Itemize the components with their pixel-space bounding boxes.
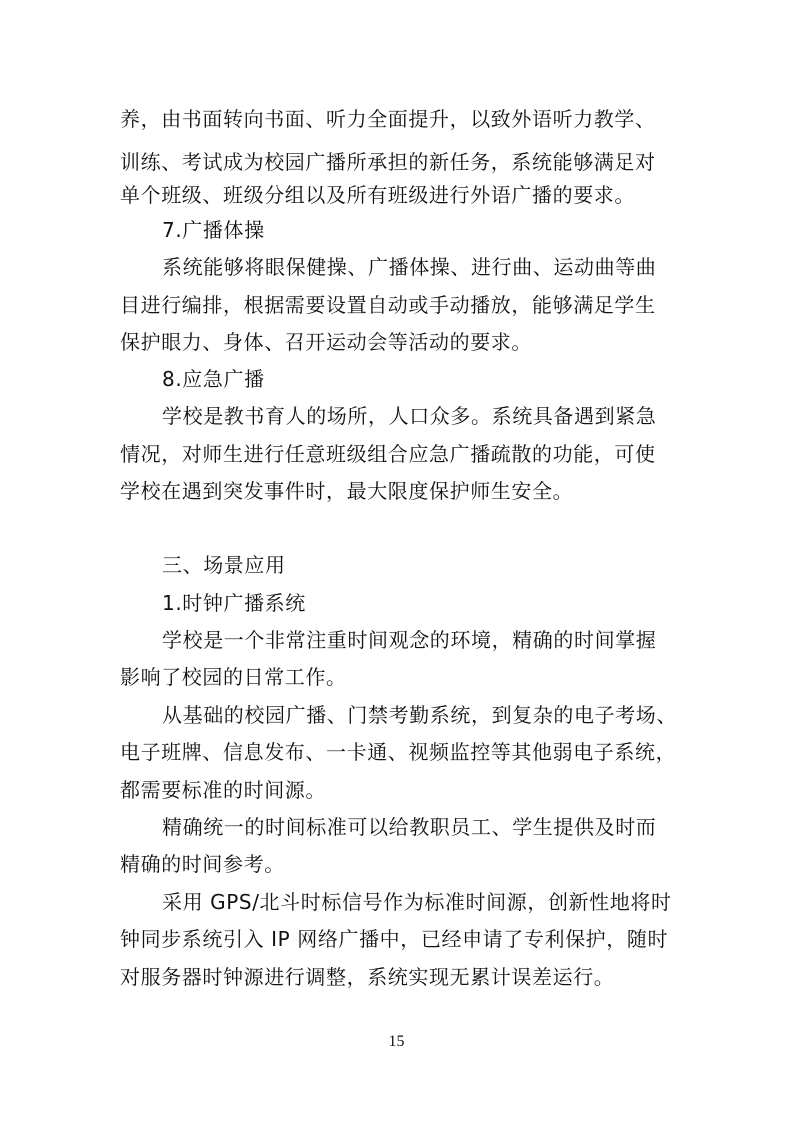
paragraph-line: 影响了校园的日常工作。 — [120, 665, 347, 689]
section-heading: 8.应急广播 — [162, 367, 265, 391]
section-heading: 1.时钟广播系统 — [162, 591, 306, 615]
paragraph-line: 目进行编排，根据需要设置自动或手动播放，能够满足学生 — [120, 293, 656, 317]
paragraph-line: 电子班牌、信息发布、一卡通、视频监控等其他弱电子系统， — [120, 740, 677, 764]
paragraph-line: 情况，对师生进行任意班级组合应急广播疏散的功能，可使 — [120, 442, 656, 466]
paragraph-line: 采用 GPS/北斗时标信号作为标准时间源，创新性地将时 — [162, 890, 672, 914]
paragraph-line: 精确统一的时间标准可以给教职员工、学生提供及时而 — [162, 815, 657, 839]
paragraph-line: 从基础的校园广播、门禁考勤系统，到复杂的电子考场、 — [162, 703, 677, 727]
page-number: 15 — [388, 1033, 405, 1050]
paragraph-line: 对服务器时钟源进行调整，系统实现无累计误差运行。 — [120, 965, 615, 989]
paragraph-line: 保护眼力、身体、召开运动会等活动的要求。 — [120, 330, 532, 354]
paragraph-line: 学校是教书育人的场所，人口众多。系统具备遇到紧急 — [162, 404, 657, 428]
paragraph-line: 钟同步系统引入 IP 网络广播中，已经申请了专利保护，随时 — [120, 927, 669, 951]
paragraph-line: 单个班级、班级分组以及所有班级进行外语广播的要求。 — [120, 183, 635, 207]
paragraph-line: 精确的时间参考。 — [120, 852, 285, 876]
paragraph-line: 养，由书面转向书面、听力全面提升，以致外语听力教学、 — [120, 107, 656, 131]
section-heading: 7.广播体操 — [162, 218, 265, 242]
paragraph-line: 系统能够将眼保健操、广播体操、进行曲、运动曲等曲 — [162, 255, 657, 279]
paragraph-line: 都需要标准的时间源。 — [120, 778, 326, 802]
chapter-heading: 三、场景应用 — [162, 553, 286, 577]
paragraph-line: 训练、考试成为校园广播所承担的新任务，系统能够满足对 — [120, 150, 656, 174]
paragraph-line: 学校是一个非常注重时间观念的环境，精确的时间掌握 — [162, 628, 657, 652]
paragraph-line: 学校在遇到突发事件时，最大限度保护师生安全。 — [120, 479, 574, 503]
